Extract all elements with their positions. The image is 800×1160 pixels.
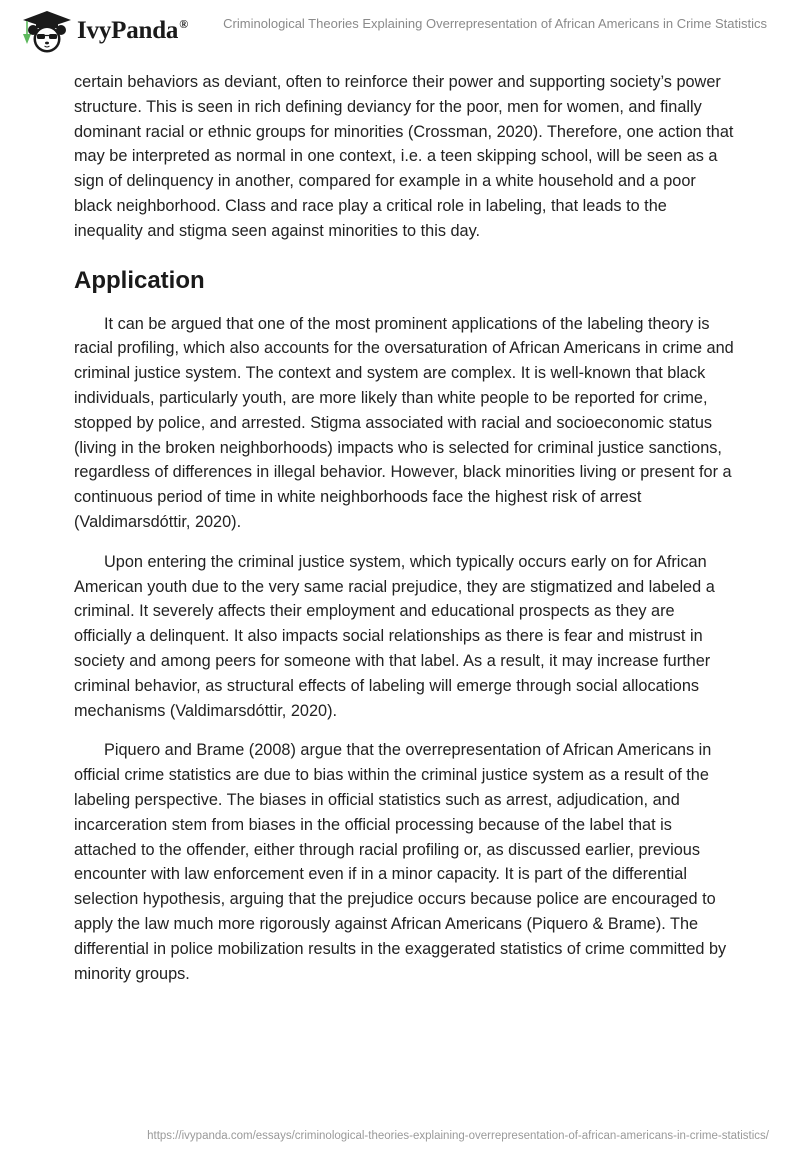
footer-url[interactable]: https://ivypanda.com/essays/criminological-theories-explaining-overrepresentation-of-african-americans-in-crime-statistics/ [147, 1130, 769, 1142]
panda-graduation-cap-icon [17, 8, 73, 54]
logo-text: IvyPanda [77, 17, 179, 44]
section-heading: Application [74, 266, 205, 294]
intro-paragraph: certain behaviors as deviant, often to reinforce their power and supporting society’s power structure. This is seen in rich defining deviancy for the poor, men for women, and finally dominant racial or ethnic groups for minorities (Crossman, 2020). Therefore, one action that may be interpreted as normal in one context, i.e. a teen skipping school, will be seen as a sign of delinquency in another, compared for example in a white household and a poor black neighborhood. Class and race play a critical role in labeling, that leads to the inequality and stigma seen against minorities to this day. [74, 73, 734, 240]
essay-content [74, 70, 734, 1001]
logo-wordmark [77, 17, 188, 45]
ivypanda-logo[interactable] [17, 8, 188, 54]
paragraph: Piquero and Brame (2008) argue that the overrepresentation of African Americans in official crime statistics are due to bias within the criminal justice system as a result of the labeling perspective. The biases in official statistics such as arrest, adjudication, and incarceration stem from biases in the official processing because of the label that is attached to the offender, either through racial profiling or, as discussed earlier, previous encounter with law enforcement even if in a minor capacity. It is part of the differential selection hypothesis, arguing that the prejudice occurs because police are encouraged to apply the law much more rigorously against African Americans (Piquero & Brame). The differential in police mobilization results in the exaggerated statistics of crime committed by minority groups. [74, 741, 727, 983]
paragraph: It can be argued that one of the most prominent applications of the labeling theory is racial profiling, which also accounts for the oversaturation of African Americans in crime and criminal justice system. The context and system are complex. It is well-known that black individuals, particularly youth, are more likely than white people to be reported for crime, stopped by police, and arrested. Stigma associated with racial and socioeconomic status (living in the broken neighborhoods) impacts who is selected for criminal justice sanctions, regardless of differences in illegal behavior. However, black minorities living or present for a continuous period of time in white neighborhoods face the highest risk of arrest (Valdimarsdóttir, 2020). [74, 314, 734, 531]
page-header [0, 0, 800, 62]
document-title: Criminological Theories Explaining Overrepresentation of African Americans in Crime Statistics [223, 16, 767, 31]
registered-mark: ® [179, 17, 188, 31]
paragraph: Upon entering the criminal justice system, which typically occurs early on for African American youth due to the very same racial prejudice, they are stigmatized and labeled a criminal. It severely affects their employment and educational prospects as they are officially a delinquent. It also impacts social relationships as there is fear and mistrust in society and among peers for someone with that label. As a result, it may increase further criminal behavior, as structural effects of labeling will emerge through social allocations mechanisms (Valdimarsdóttir, 2020). [74, 552, 715, 720]
